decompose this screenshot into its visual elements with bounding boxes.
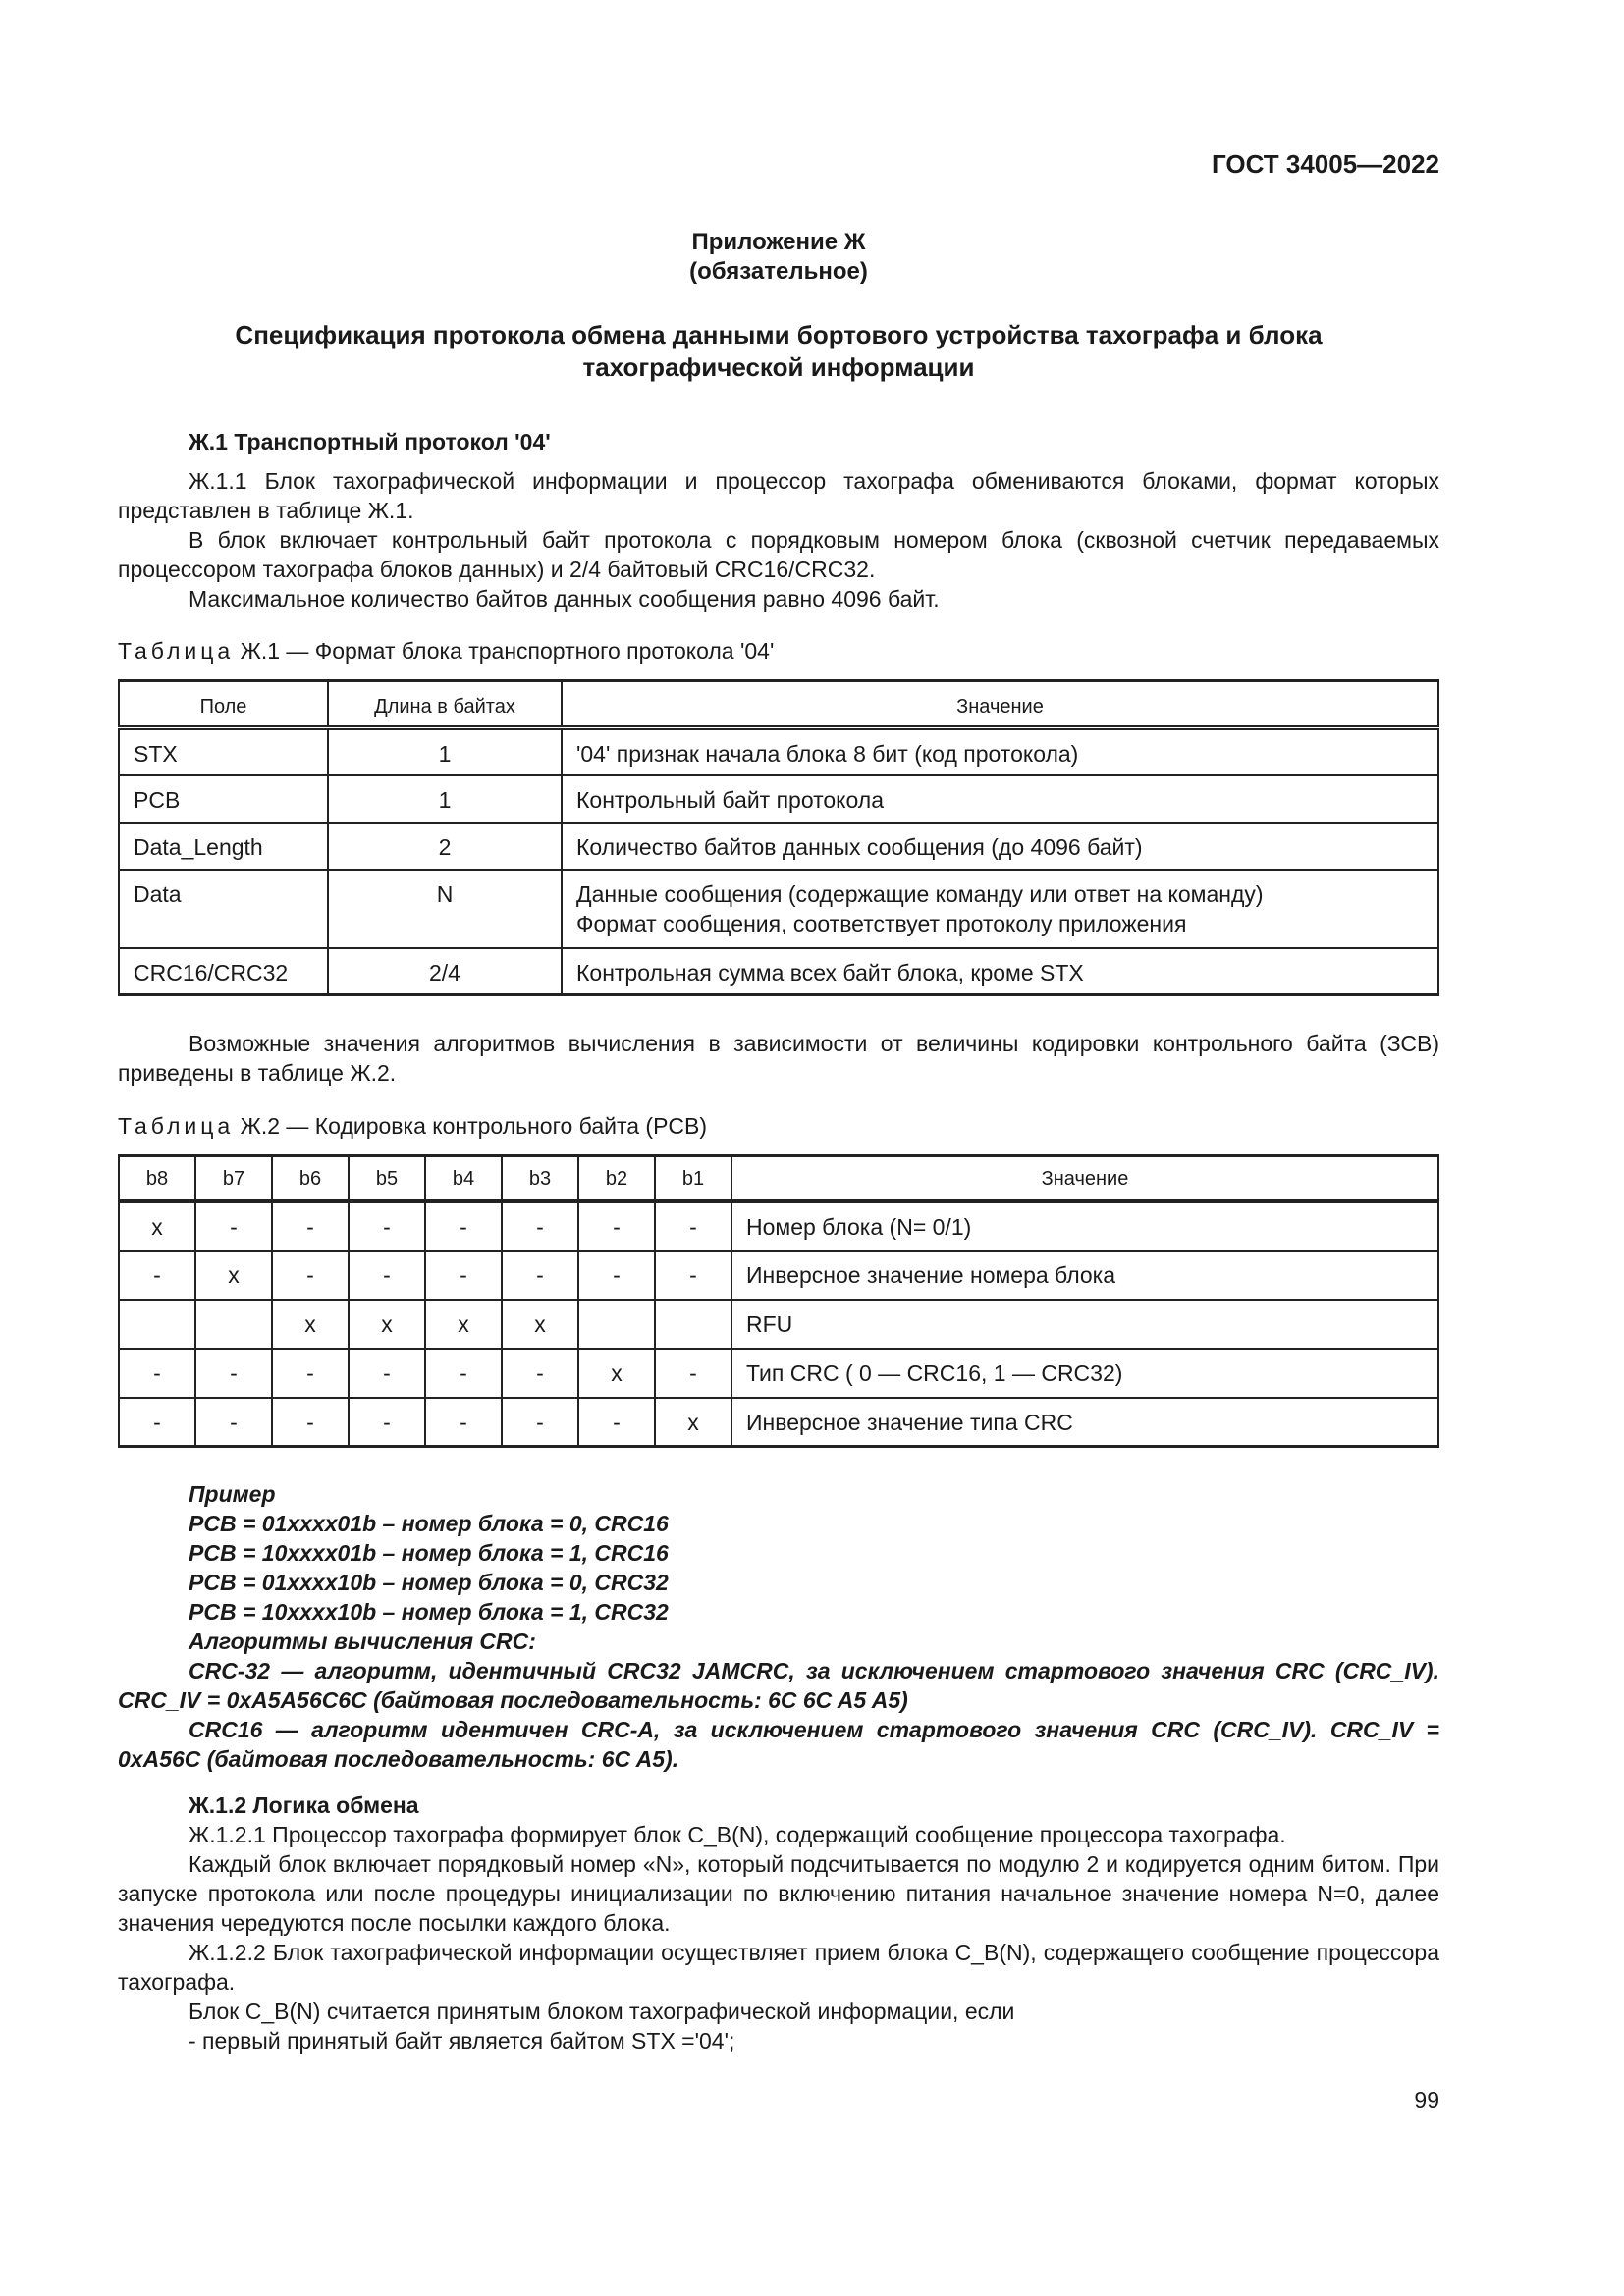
caption-text: Ж.2 — Кодировка контрольного байта (PCB)	[240, 1113, 708, 1139]
cell	[562, 870, 1438, 948]
caption-text: Ж.1 — Формат блока транспортного протокола '04'	[240, 638, 775, 664]
cell: Номер блока (N= 0/1)	[731, 1201, 1438, 1251]
table-row	[119, 728, 1438, 775]
table1	[118, 679, 1439, 996]
cell: -	[272, 1398, 349, 1447]
column-header: Поле	[119, 681, 328, 728]
column-header: b6	[272, 1156, 349, 1201]
table-row	[119, 1300, 1438, 1349]
cell: PCB	[119, 775, 328, 823]
cell: -	[349, 1398, 425, 1447]
cell: 2	[328, 823, 562, 870]
cell: x	[272, 1300, 349, 1349]
table-row	[119, 1251, 1438, 1300]
example-crc32: CRC-32 — алгоритм, идентичный CRC32 JAMCRC, за исключением стартового значения CRC (CRC_IV). CRC_IV = 0xA5A56C6C (байтовая последовательность: 6C 6C A5 A5)	[118, 1658, 1439, 1713]
cell: -	[502, 1398, 578, 1447]
cell: -	[119, 1349, 195, 1398]
column-header: b2	[578, 1156, 655, 1201]
table-header-row	[119, 681, 1438, 728]
table-row	[119, 870, 1438, 948]
cell: -	[349, 1349, 425, 1398]
cell: RFU	[731, 1300, 1438, 1349]
cell: STX	[119, 728, 328, 775]
cell: x	[349, 1300, 425, 1349]
section-1	[118, 427, 1439, 614]
example-crc16: CRC16 — алгоритм идентичен CRC-A, за исключением стартового значения CRC (CRC_IV). CRC_IV = 0xA56C (байтовая последовательность: 6C A5).	[118, 1717, 1439, 1772]
caption-prefix: Таблица	[118, 1113, 235, 1139]
cell: -	[502, 1251, 578, 1300]
cell-line: Формат сообщения, соответствует протоколу приложения	[576, 910, 1187, 936]
cell: x	[655, 1398, 731, 1447]
cell	[578, 1300, 655, 1349]
cell: -	[578, 1251, 655, 1300]
table2-caption	[118, 1111, 1439, 1141]
cell: Тип CRC ( 0 — CRC16, 1 — CRC32)	[731, 1349, 1438, 1398]
cell: N	[328, 870, 562, 948]
column-header: Значение	[731, 1156, 1438, 1201]
cell: -	[195, 1201, 272, 1251]
column-header: b5	[349, 1156, 425, 1201]
cell: -	[425, 1349, 502, 1398]
example-line: PCB = 10xxxx10b – номер блока = 1, CRC32	[189, 1599, 669, 1625]
column-header: b3	[502, 1156, 578, 1201]
cell: -	[272, 1349, 349, 1398]
table2	[118, 1154, 1439, 1448]
cell: -	[272, 1251, 349, 1300]
table-row	[119, 775, 1438, 823]
table1-caption	[118, 636, 1439, 666]
cell: -	[195, 1349, 272, 1398]
appendix-status: (обязательное)	[689, 258, 868, 285]
cell: x	[195, 1251, 272, 1300]
example-line: PCB = 10xxxx01b – номер блока = 1, CRC16	[189, 1540, 669, 1566]
cell: x	[119, 1201, 195, 1251]
cell: x	[578, 1349, 655, 1398]
cell: -	[578, 1201, 655, 1251]
cell: Количество байтов данных сообщения (до 4096 байт)	[562, 823, 1438, 870]
cell-line: Данные сообщения (содержащие команду или ответ на команду)	[576, 881, 1264, 907]
example-line: PCB = 01xxxx01b – номер блока = 0, CRC16	[189, 1511, 669, 1536]
cell: -	[655, 1201, 731, 1251]
paragraph: Максимальное количество байтов данных сообщения равно 4096 байт.	[189, 586, 940, 612]
paragraph: Каждый блок включает порядковый номер «N», который подсчитывается по модулю 2 и кодируется одним битом. При запуске протокола или после процедуры инициализации по включению питания начальное значение номера N=0, далее значения чередуются после посылки каждого блока.	[118, 1851, 1439, 1936]
paragraph-block	[118, 1029, 1439, 1088]
cell: 1	[328, 728, 562, 775]
paragraph: Блок C_B(N) считается принятым блоком тахографической информации, если	[189, 1999, 1015, 2024]
cell: Инверсное значение номера блока	[731, 1251, 1438, 1300]
table-row	[119, 823, 1438, 870]
cell: -	[655, 1349, 731, 1398]
cell: -	[195, 1398, 272, 1447]
caption-prefix: Таблица	[118, 638, 235, 664]
cell: -	[119, 1398, 195, 1447]
cell: -	[502, 1201, 578, 1251]
document-title	[118, 319, 1439, 384]
cell: -	[425, 1398, 502, 1447]
column-header: Длина в байтах	[328, 681, 562, 728]
title-line: Спецификация протокола обмена данными бортового устройства тахографа и блока	[235, 320, 1323, 349]
example-title: Пример	[189, 1481, 276, 1507]
column-header: b7	[195, 1156, 272, 1201]
example-line: PCB = 01xxxx10b – номер блока = 0, CRC32	[189, 1570, 669, 1595]
appendix-heading	[118, 228, 1439, 287]
standard-number: ГОСТ 34005—2022	[1212, 149, 1439, 179]
cell	[195, 1300, 272, 1349]
page-number: 99	[1414, 2087, 1439, 2112]
cell: Контрольный байт протокола	[562, 775, 1438, 823]
cell: -	[425, 1201, 502, 1251]
cell: 1	[328, 775, 562, 823]
cell: x	[425, 1300, 502, 1349]
column-header: b4	[425, 1156, 502, 1201]
cell: -	[578, 1398, 655, 1447]
table-row	[119, 1398, 1438, 1447]
cell: -	[272, 1201, 349, 1251]
paragraph: Возможные значения алгоритмов вычисления в зависимости от величины кодировки контрольного байта (ЗСВ) приведены в таблице Ж.2.	[118, 1031, 1439, 1086]
cell: Инверсное значение типа CRC	[731, 1398, 1438, 1447]
title-line: тахографической информации	[582, 352, 975, 382]
appendix-title: Приложение Ж	[691, 229, 866, 255]
table-row	[119, 948, 1438, 995]
cell: -	[425, 1251, 502, 1300]
section-1-2	[118, 1790, 1439, 2056]
cell: '04' признак начала блока 8 бит (код протокола)	[562, 728, 1438, 775]
cell: Контрольная сумма всех байт блока, кроме STX	[562, 948, 1438, 995]
table-header-row	[119, 1156, 1438, 1201]
example-block	[118, 1479, 1439, 1774]
paragraph: Ж.1.2.2 Блок тахографической информации осуществляет прием блока C_B(N), содержащего сообщение процессора тахографа.	[118, 1940, 1439, 1995]
column-header: b1	[655, 1156, 731, 1201]
paragraph: В блок включает контрольный байт протокола с порядковым номером блока (сквозной счетчик передаваемых процессором тахографа блоков данных) и 2/4 байтовый CRC16/CRC32.	[118, 527, 1439, 582]
section-heading: Ж.1 Транспортный протокол '04'	[189, 429, 551, 454]
cell: -	[349, 1201, 425, 1251]
paragraph: - первый принятый байт является байтом STX ='04';	[189, 2028, 735, 2054]
cell: -	[655, 1251, 731, 1300]
cell: -	[119, 1251, 195, 1300]
cell: x	[502, 1300, 578, 1349]
table-row	[119, 1349, 1438, 1398]
table-row	[119, 1201, 1438, 1251]
cell: -	[502, 1349, 578, 1398]
cell: -	[349, 1251, 425, 1300]
cell: Data_Length	[119, 823, 328, 870]
cell: Data	[119, 870, 328, 948]
paragraph: Ж.1.1 Блок тахографической информации и процессор тахографа обмениваются блоками, формат которых представлен в таблице Ж.1.	[118, 468, 1439, 523]
cell: 2/4	[328, 948, 562, 995]
section-heading: Ж.1.2 Логика обмена	[189, 1792, 419, 1818]
column-header: Значение	[562, 681, 1438, 728]
example-line: Алгоритмы вычисления CRC:	[189, 1629, 536, 1654]
column-header: b8	[119, 1156, 195, 1201]
paragraph: Ж.1.2.1 Процессор тахографа формирует блок C_B(N), содержащий сообщение процессора тахографа.	[189, 1822, 1286, 1847]
cell	[119, 1300, 195, 1349]
cell: CRC16/CRC32	[119, 948, 328, 995]
cell	[655, 1300, 731, 1349]
